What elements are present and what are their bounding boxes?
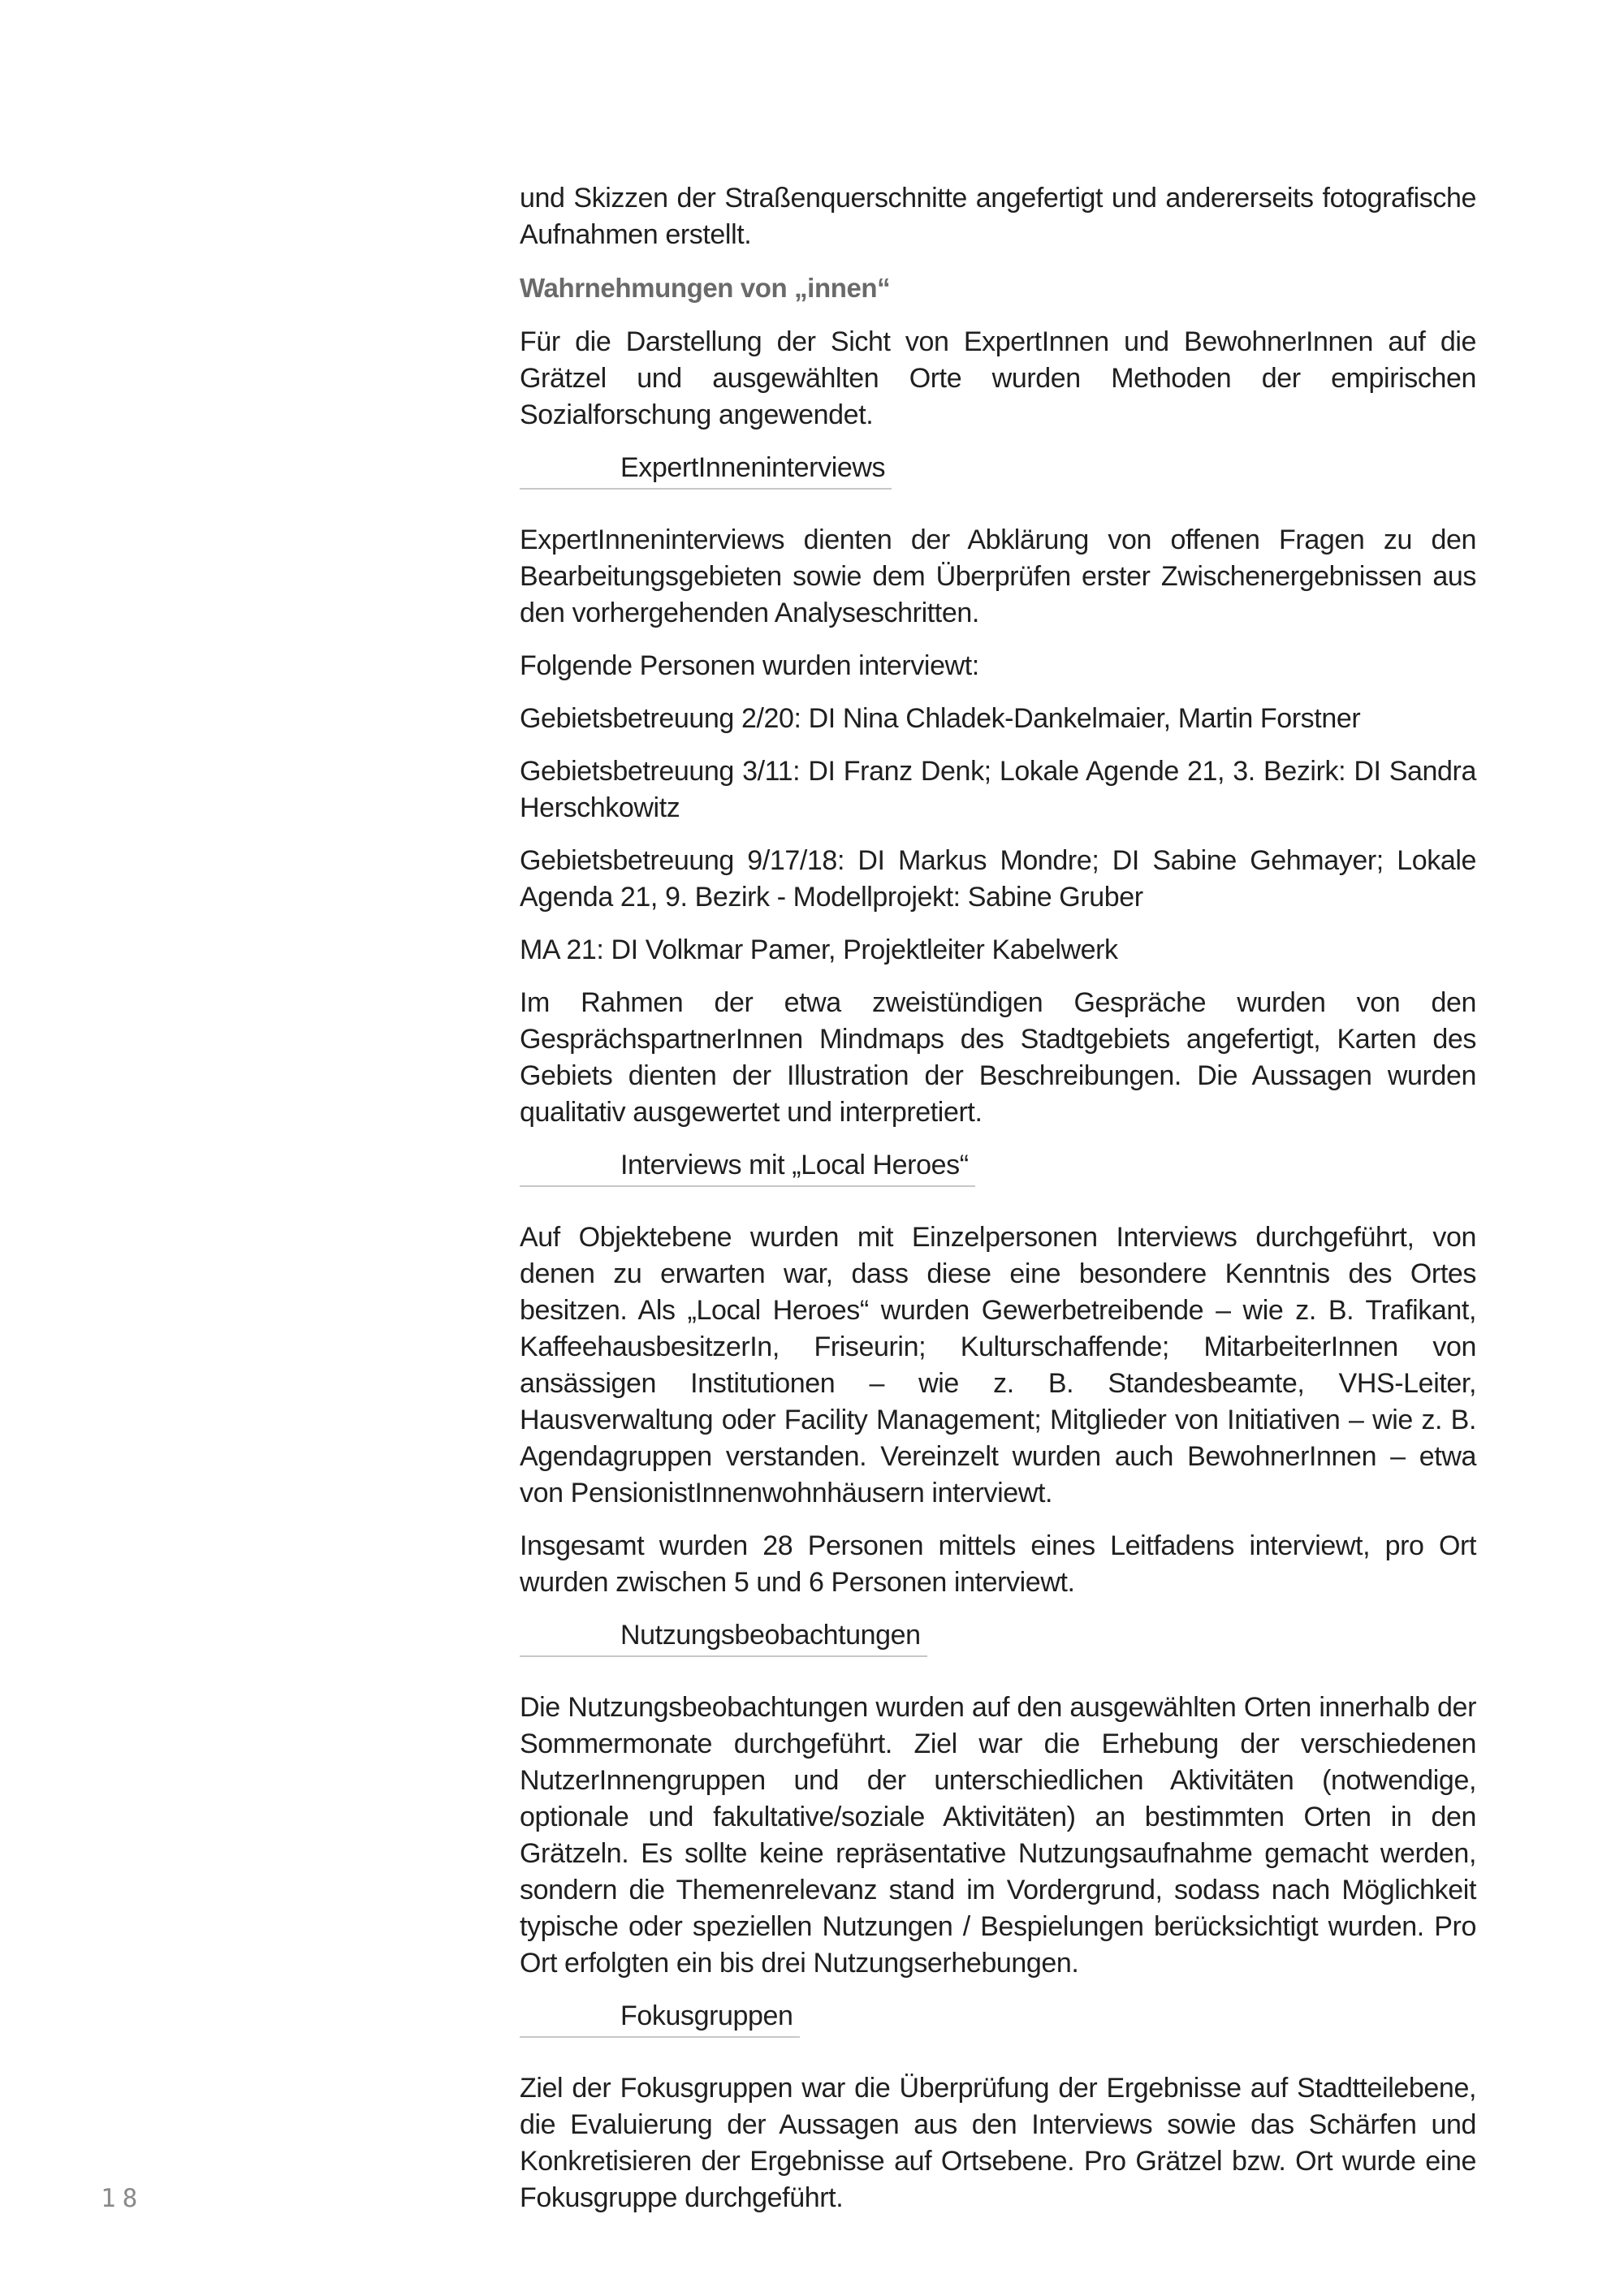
- expert-paragraph-7: Im Rahmen der etwa zweistündigen Gespräche wurden von den GesprächspartnerInnen Mindmaps des Stadtgebiets angefertigt, Karten des Gebiets dienten der Illustration der Beschreibungen. Die Aussagen wurden qualitativ ausgewertet und interpretiert.: [520, 987, 1476, 1128]
- expert-paragraph-6: MA 21: DI Volkmar Pamer, Projektleiter Kabelwerk: [520, 934, 1118, 965]
- expert-paragraph-5: Gebietsbetreuung 9/17/18: DI Markus Mondre; DI Sabine Gehmayer; Lokale Agenda 21, 9. Bezirk - Modellprojekt: Sabine Gruber: [520, 845, 1476, 913]
- subheading-usage-wrap: [520, 1617, 1476, 1673]
- expert-paragraph-1: ExpertInneninterviews dienten der Abklärung von offenen Fragen zu den Bearbeitungsgebieten sowie dem Überprüfen erster Zwischenergebnissen aus den vorhergehenden Analyseschritten.: [520, 524, 1476, 628]
- usage-paragraph-1: Die Nutzungsbeobachtungen wurden auf den ausgewählten Orten innerhalb der Sommermonate durchgeführt. Ziel war die Erhebung der verschiedenen NutzerInnengruppen und der unterschiedlichen Aktivitäten (notwendige, optionale und fakultative/soziale Aktivitäten) an bestimmten Orten in den Grätzeln. Es sollte keine repräsentative Nutzungsaufnahme gemacht werden, sondern die Themenrelevanz stand im Vordergrund, sodass nach Möglichkeit typische oder speziellen Nutzungen / Bespielungen berücksichtigt wurden. Pro Ort erfolgten ein bis drei Nutzungserhebungen.: [520, 1692, 1476, 1979]
- main-text-column: [520, 180, 1476, 2233]
- local-heroes-paragraph-1: Auf Objektebene wurden mit Einzelpersonen Interviews durchgeführt, von denen zu erwarten war, dass diese eine besondere Kenntnis des Ortes besitzen. Als „Local Heroes“ wurden Gewerbetreibende – wie z. B. Trafikant, KaffeehausbesitzerIn, Friseurin; Kulturschaffende; MitarbeiterInnen von ansässigen Institutionen – wie z. B. Standesbeamte, VHS-Leiter, Hausverwaltung oder Facility Management; Mitglieder von Initiativen – wie z. B. Agendagruppen verstanden. Vereinzelt wurden auch BewohnerInnen – etwa von PensionistInnenwohnhäusern interviewt.: [520, 1222, 1476, 1508]
- subheading-expert-wrap: [520, 450, 1476, 506]
- subheading-local-heroes-wrap: [520, 1147, 1476, 1203]
- focus-paragraph-1: Ziel der Fokusgruppen war die Überprüfung der Ergebnisse auf Stadtteilebene, die Evaluierung der Aussagen aus den Interviews sowie das Schärfen und Konkretisieren der Ergebnisse auf Ortsebene. Pro Grätzel bzw. Ort wurde eine Fokusgruppe durchgeführt.: [520, 2073, 1476, 2213]
- expert-paragraph-4: Gebietsbetreuung 3/11: DI Franz Denk; Lokale Agende 21, 3. Bezirk: DI Sandra Herschkowitz: [520, 756, 1476, 823]
- subheading-expert-interviews: ExpertInneninterviews: [520, 450, 892, 490]
- subheading-focus-groups: Fokusgruppen: [520, 1998, 800, 2038]
- local-heroes-paragraph-2: Insgesamt wurden 28 Personen mittels eines Leitfadens interviewt, pro Ort wurden zwischen 5 und 6 Personen interviewt.: [520, 1530, 1476, 1598]
- subheading-usage-observations: Nutzungsbeobachtungen: [520, 1617, 927, 1657]
- intro-paragraph: und Skizzen der Straßenquerschnitte angefertigt und andererseits fotografische Aufnahmen erstellt.: [520, 183, 1476, 250]
- subheading-focus-wrap: [520, 1998, 1476, 2054]
- expert-paragraph-2: Folgende Personen wurden interviewt:: [520, 650, 979, 681]
- expert-paragraph-3: Gebietsbetreuung 2/20: DI Nina Chladek-Dankelmaier, Martin Forstner: [520, 703, 1361, 734]
- section-heading: Wahrnehmungen von „innen“: [520, 273, 891, 303]
- subheading-local-heroes: Interviews mit „Local Heroes“: [520, 1147, 975, 1187]
- page-number: 18: [101, 2184, 145, 2213]
- section-intro-paragraph: Für die Darstellung der Sicht von ExpertInnen und BewohnerInnen auf die Grätzel und ausgewählten Orte wurden Methoden der empirischen Sozialforschung angewendet.: [520, 326, 1476, 430]
